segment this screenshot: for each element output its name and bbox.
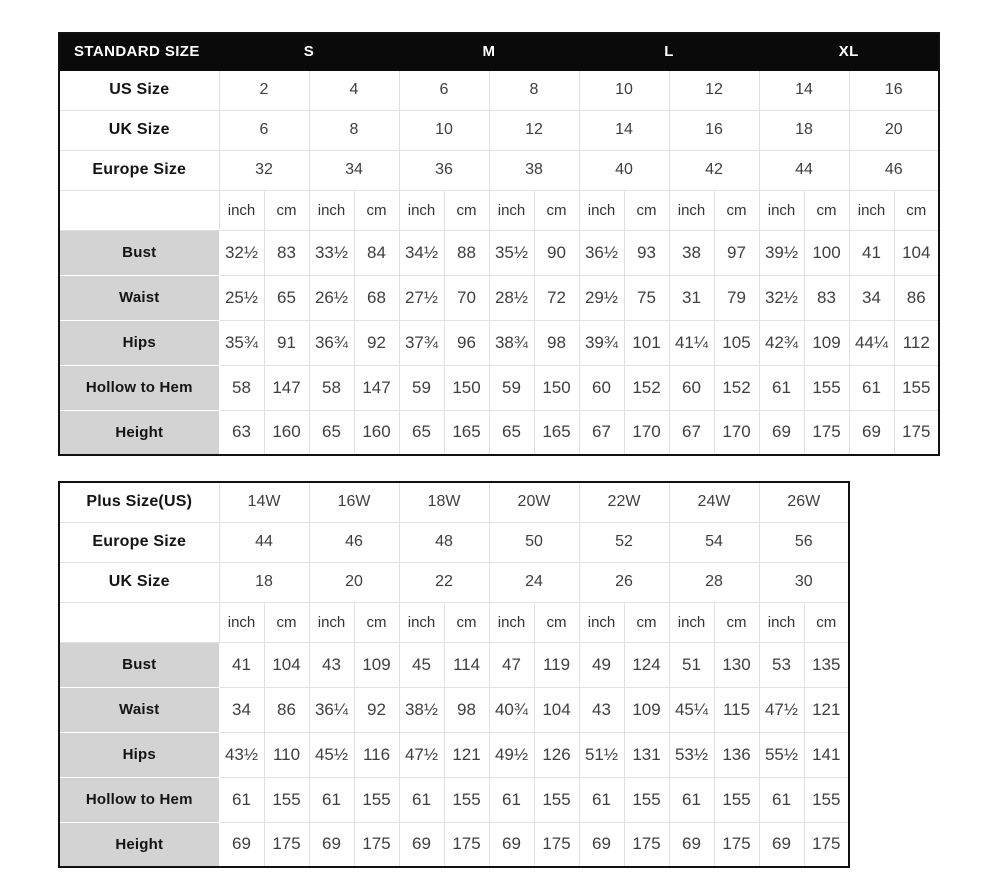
measure-value: 60: [579, 365, 624, 410]
row-label: Europe Size: [59, 522, 219, 562]
size-value: 6: [219, 110, 309, 150]
measure-value: 34: [219, 687, 264, 732]
measure-value: 165: [534, 410, 579, 455]
size-value: 40: [579, 150, 669, 190]
empty-corner-cell: [59, 602, 219, 642]
measure-value: 32½: [759, 275, 804, 320]
size-value: 44: [219, 522, 309, 562]
row-label: Waist: [59, 275, 219, 320]
measure-value: 59: [399, 365, 444, 410]
measure-value: 41: [219, 642, 264, 687]
size-value: 44: [759, 150, 849, 190]
measure-value: 104: [534, 687, 579, 732]
measure-value: 69: [579, 822, 624, 867]
unit-label: inch: [759, 602, 804, 642]
measure-value: 121: [804, 687, 849, 732]
measure-value: 69: [759, 410, 804, 455]
unit-label: inch: [759, 190, 804, 230]
row-label: US Size: [59, 70, 219, 110]
unit-label: inch: [579, 602, 624, 642]
row-label: Hips: [59, 732, 219, 777]
size-value: 30: [759, 562, 849, 602]
measure-value: 69: [669, 822, 714, 867]
unit-header-row: [59, 602, 849, 642]
measure-value: 36¾: [309, 320, 354, 365]
table-header-row: [59, 33, 939, 70]
size-value: 28: [669, 562, 759, 602]
measure-value: 68: [354, 275, 399, 320]
measure-value: 109: [804, 320, 849, 365]
size-value: 48: [399, 522, 489, 562]
size-value: 10: [399, 110, 489, 150]
measurement-row: [59, 732, 849, 777]
unit-label: cm: [534, 190, 579, 230]
measure-value: 131: [624, 732, 669, 777]
row-label: Height: [59, 410, 219, 455]
measure-value: 104: [894, 230, 939, 275]
measure-value: 61: [849, 365, 894, 410]
measure-value: 28½: [489, 275, 534, 320]
measure-value: 170: [624, 410, 669, 455]
measure-value: 147: [264, 365, 309, 410]
size-value: 10: [579, 70, 669, 110]
measure-value: 150: [444, 365, 489, 410]
measure-value: 69: [759, 822, 804, 867]
unit-label: inch: [579, 190, 624, 230]
unit-label: inch: [219, 602, 264, 642]
measure-value: 38¾: [489, 320, 534, 365]
measurement-row: [59, 410, 939, 455]
measure-value: 61: [399, 777, 444, 822]
unit-label: inch: [669, 190, 714, 230]
measure-value: 83: [804, 275, 849, 320]
size-group-label: S: [219, 33, 399, 70]
size-value: 46: [309, 522, 399, 562]
size-value: 16W: [309, 482, 399, 522]
size-row: [59, 482, 849, 522]
measurement-row: [59, 822, 849, 867]
measure-value: 51: [669, 642, 714, 687]
measure-value: 112: [894, 320, 939, 365]
measure-value: 75: [624, 275, 669, 320]
measure-value: 35¾: [219, 320, 264, 365]
measure-value: 43: [579, 687, 624, 732]
unit-label: inch: [219, 190, 264, 230]
size-row: [59, 522, 849, 562]
measure-value: 175: [264, 822, 309, 867]
row-label: Bust: [59, 230, 219, 275]
measure-value: 49½: [489, 732, 534, 777]
measure-value: 92: [354, 687, 399, 732]
size-value: 36: [399, 150, 489, 190]
unit-label: inch: [489, 602, 534, 642]
measure-value: 175: [624, 822, 669, 867]
measure-value: 155: [354, 777, 399, 822]
measure-value: 38: [669, 230, 714, 275]
measure-value: 175: [804, 410, 849, 455]
measure-value: 105: [714, 320, 759, 365]
size-group-label: L: [579, 33, 759, 70]
size-row: [59, 562, 849, 602]
size-value: 6: [399, 70, 489, 110]
measure-value: 155: [264, 777, 309, 822]
row-label: Hollow to Hem: [59, 365, 219, 410]
size-value: 42: [669, 150, 759, 190]
measure-value: 88: [444, 230, 489, 275]
measure-value: 160: [264, 410, 309, 455]
measure-value: 55½: [759, 732, 804, 777]
measure-value: 36½: [579, 230, 624, 275]
size-value: 56: [759, 522, 849, 562]
measure-value: 175: [354, 822, 399, 867]
size-value: 2: [219, 70, 309, 110]
row-label: Bust: [59, 642, 219, 687]
size-value: 24W: [669, 482, 759, 522]
measure-value: 27½: [399, 275, 444, 320]
measure-value: 47: [489, 642, 534, 687]
measure-value: 84: [354, 230, 399, 275]
size-row: [59, 70, 939, 110]
measure-value: 109: [354, 642, 399, 687]
row-label: UK Size: [59, 110, 219, 150]
size-value: 24: [489, 562, 579, 602]
size-value: 26: [579, 562, 669, 602]
measure-value: 39¾: [579, 320, 624, 365]
measure-value: 72: [534, 275, 579, 320]
measure-value: 150: [534, 365, 579, 410]
size-value: 16: [849, 70, 939, 110]
measure-value: 61: [579, 777, 624, 822]
measure-value: 65: [309, 410, 354, 455]
measure-value: 114: [444, 642, 489, 687]
size-group-label: M: [399, 33, 579, 70]
size-value: 54: [669, 522, 759, 562]
measure-value: 45¼: [669, 687, 714, 732]
row-label: Hollow to Hem: [59, 777, 219, 822]
measurement-row: [59, 642, 849, 687]
measure-value: 25½: [219, 275, 264, 320]
measure-value: 79: [714, 275, 759, 320]
unit-label: cm: [804, 602, 849, 642]
measure-value: 69: [309, 822, 354, 867]
measure-value: 155: [804, 777, 849, 822]
size-value: 52: [579, 522, 669, 562]
measure-value: 110: [264, 732, 309, 777]
measure-value: 61: [759, 365, 804, 410]
row-label: Plus Size(US): [59, 482, 219, 522]
row-label: Height: [59, 822, 219, 867]
measure-value: 42¾: [759, 320, 804, 365]
size-value: 46: [849, 150, 939, 190]
unit-label: inch: [309, 190, 354, 230]
measure-value: 53: [759, 642, 804, 687]
measure-value: 155: [804, 365, 849, 410]
measure-value: 155: [624, 777, 669, 822]
unit-label: cm: [264, 602, 309, 642]
measure-value: 65: [489, 410, 534, 455]
size-value: 8: [309, 110, 399, 150]
size-value: 26W: [759, 482, 849, 522]
unit-label: cm: [714, 602, 759, 642]
measure-value: 98: [444, 687, 489, 732]
unit-label: cm: [714, 190, 759, 230]
measure-value: 33½: [309, 230, 354, 275]
size-value: 50: [489, 522, 579, 562]
measure-value: 58: [309, 365, 354, 410]
measure-value: 175: [804, 822, 849, 867]
unit-label: cm: [354, 190, 399, 230]
measure-value: 61: [669, 777, 714, 822]
size-value: 38: [489, 150, 579, 190]
measure-value: 35½: [489, 230, 534, 275]
measure-value: 152: [714, 365, 759, 410]
measure-value: 40¾: [489, 687, 534, 732]
measure-value: 39½: [759, 230, 804, 275]
measure-value: 51½: [579, 732, 624, 777]
measurement-row: [59, 275, 939, 320]
measure-value: 100: [804, 230, 849, 275]
size-value: 34: [309, 150, 399, 190]
size-value: 8: [489, 70, 579, 110]
measure-value: 96: [444, 320, 489, 365]
measure-value: 70: [444, 275, 489, 320]
measure-value: 86: [894, 275, 939, 320]
unit-label: inch: [399, 602, 444, 642]
size-value: 4: [309, 70, 399, 110]
measure-value: 69: [489, 822, 534, 867]
measure-value: 86: [264, 687, 309, 732]
measure-value: 119: [534, 642, 579, 687]
size-value: 22W: [579, 482, 669, 522]
unit-label: cm: [804, 190, 849, 230]
measure-value: 69: [399, 822, 444, 867]
size-value: 16: [669, 110, 759, 150]
measure-value: 44¼: [849, 320, 894, 365]
measurement-row: [59, 365, 939, 410]
measure-value: 69: [219, 822, 264, 867]
row-label: Hips: [59, 320, 219, 365]
measure-value: 26½: [309, 275, 354, 320]
unit-label: cm: [444, 190, 489, 230]
measure-value: 135: [804, 642, 849, 687]
measure-value: 65: [399, 410, 444, 455]
measure-value: 104: [264, 642, 309, 687]
measure-value: 155: [534, 777, 579, 822]
measure-value: 34: [849, 275, 894, 320]
measure-value: 61: [219, 777, 264, 822]
measure-value: 124: [624, 642, 669, 687]
empty-corner-cell: [59, 190, 219, 230]
measure-value: 175: [444, 822, 489, 867]
measure-value: 126: [534, 732, 579, 777]
measurement-row: [59, 687, 849, 732]
measure-value: 98: [534, 320, 579, 365]
unit-label: cm: [624, 602, 669, 642]
measure-value: 109: [624, 687, 669, 732]
measure-value: 155: [444, 777, 489, 822]
row-label: UK Size: [59, 562, 219, 602]
plus-size-table: [58, 481, 850, 868]
measure-value: 136: [714, 732, 759, 777]
measure-value: 155: [714, 777, 759, 822]
unit-label: inch: [309, 602, 354, 642]
measure-value: 93: [624, 230, 669, 275]
measure-value: 130: [714, 642, 759, 687]
size-value: 20: [849, 110, 939, 150]
table-title: STANDARD SIZE: [59, 33, 219, 70]
row-label: Europe Size: [59, 150, 219, 190]
measurement-row: [59, 230, 939, 275]
measure-value: 38½: [399, 687, 444, 732]
measure-value: 63: [219, 410, 264, 455]
measure-value: 43½: [219, 732, 264, 777]
measure-value: 147: [354, 365, 399, 410]
size-value: 14W: [219, 482, 309, 522]
size-tables-container: [58, 32, 1000, 868]
measure-value: 34½: [399, 230, 444, 275]
unit-label: cm: [354, 602, 399, 642]
size-value: 14: [579, 110, 669, 150]
measure-value: 91: [264, 320, 309, 365]
measure-value: 41¼: [669, 320, 714, 365]
measure-value: 155: [894, 365, 939, 410]
measure-value: 43: [309, 642, 354, 687]
measure-value: 60: [669, 365, 714, 410]
measure-value: 41: [849, 230, 894, 275]
measure-value: 45: [399, 642, 444, 687]
measurement-row: [59, 777, 849, 822]
size-value: 18: [759, 110, 849, 150]
measurement-row: [59, 320, 939, 365]
measure-value: 61: [309, 777, 354, 822]
size-group-label: XL: [759, 33, 939, 70]
measure-value: 115: [714, 687, 759, 732]
measure-value: 47½: [759, 687, 804, 732]
measure-value: 90: [534, 230, 579, 275]
measure-value: 141: [804, 732, 849, 777]
size-value: 18: [219, 562, 309, 602]
measure-value: 31: [669, 275, 714, 320]
size-value: 18W: [399, 482, 489, 522]
measure-value: 175: [714, 822, 759, 867]
unit-label: cm: [264, 190, 309, 230]
size-value: 22: [399, 562, 489, 602]
measure-value: 116: [354, 732, 399, 777]
size-value: 12: [489, 110, 579, 150]
measure-value: 36¼: [309, 687, 354, 732]
size-row: [59, 110, 939, 150]
measure-value: 83: [264, 230, 309, 275]
size-value: 12: [669, 70, 759, 110]
measure-value: 58: [219, 365, 264, 410]
measure-value: 175: [894, 410, 939, 455]
measure-value: 61: [489, 777, 534, 822]
measure-value: 67: [669, 410, 714, 455]
unit-header-row: [59, 190, 939, 230]
unit-label: inch: [849, 190, 894, 230]
unit-label: cm: [624, 190, 669, 230]
measure-value: 97: [714, 230, 759, 275]
measure-value: 29½: [579, 275, 624, 320]
measure-value: 175: [534, 822, 579, 867]
measure-value: 152: [624, 365, 669, 410]
measure-value: 92: [354, 320, 399, 365]
measure-value: 45½: [309, 732, 354, 777]
measure-value: 67: [579, 410, 624, 455]
unit-label: cm: [444, 602, 489, 642]
size-value: 32: [219, 150, 309, 190]
measure-value: 37¾: [399, 320, 444, 365]
measure-value: 170: [714, 410, 759, 455]
measure-value: 101: [624, 320, 669, 365]
unit-label: cm: [534, 602, 579, 642]
size-value: 20W: [489, 482, 579, 522]
unit-label: inch: [669, 602, 714, 642]
size-row: [59, 150, 939, 190]
measure-value: 65: [264, 275, 309, 320]
unit-label: inch: [399, 190, 444, 230]
measure-value: 121: [444, 732, 489, 777]
unit-label: cm: [894, 190, 939, 230]
standard-size-table: [58, 32, 940, 456]
measure-value: 49: [579, 642, 624, 687]
measure-value: 160: [354, 410, 399, 455]
measure-value: 59: [489, 365, 534, 410]
measure-value: 61: [759, 777, 804, 822]
row-label: Waist: [59, 687, 219, 732]
measure-value: 165: [444, 410, 489, 455]
measure-value: 47½: [399, 732, 444, 777]
size-value: 20: [309, 562, 399, 602]
unit-label: inch: [489, 190, 534, 230]
measure-value: 53½: [669, 732, 714, 777]
measure-value: 32½: [219, 230, 264, 275]
size-value: 14: [759, 70, 849, 110]
measure-value: 69: [849, 410, 894, 455]
